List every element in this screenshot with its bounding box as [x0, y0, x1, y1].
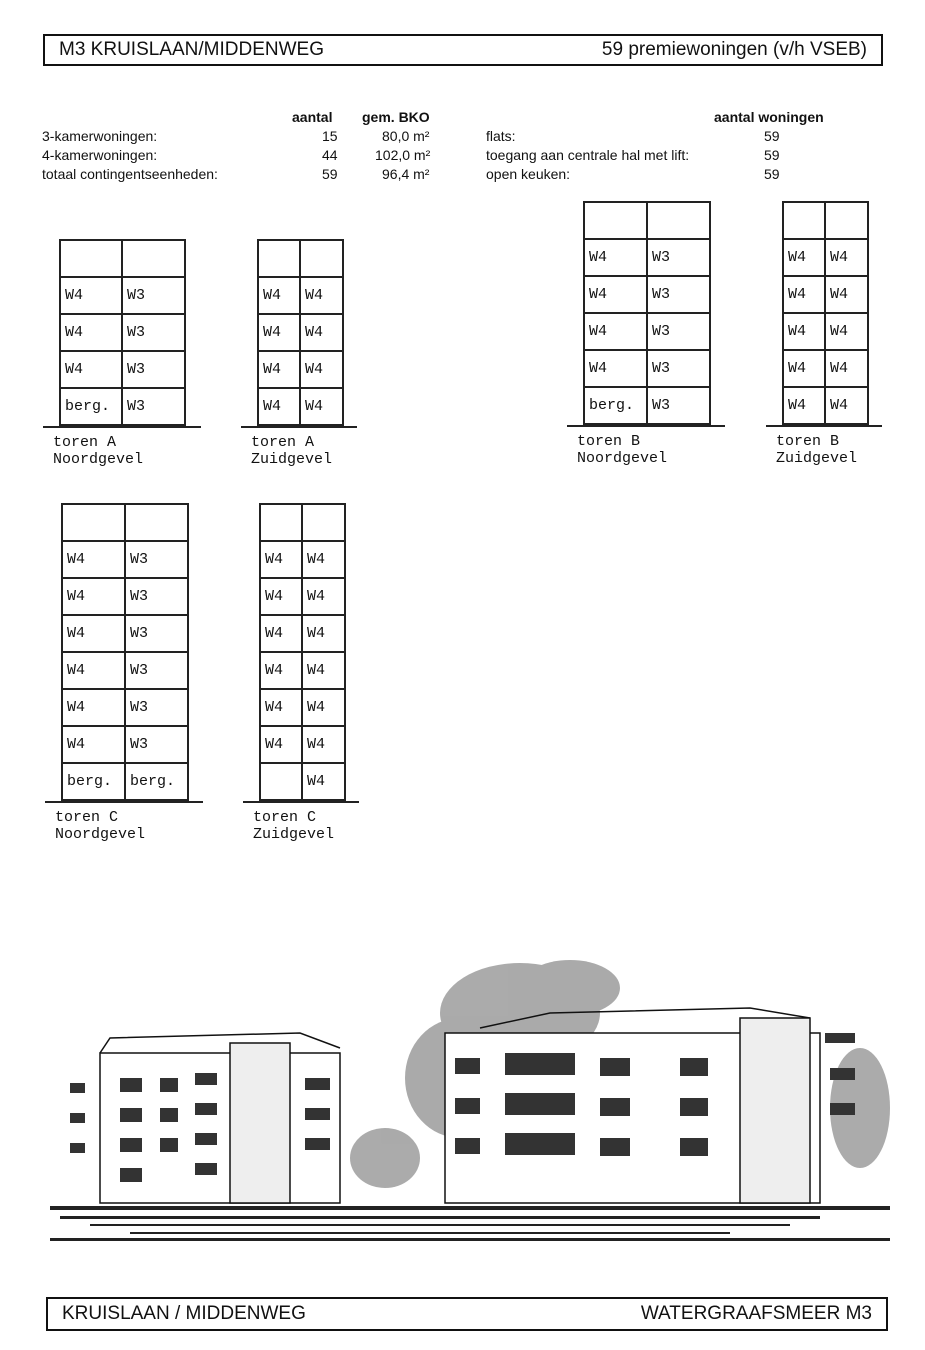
floor-row — [783, 276, 868, 313]
water-reflection — [50, 1206, 890, 1241]
row-bko: 96,4 m² — [382, 166, 430, 182]
unit-cell: W3 — [122, 314, 185, 351]
unit-cell: W3 — [125, 541, 188, 578]
unit-cell: W4 — [825, 239, 868, 276]
unit-cell: W4 — [302, 726, 345, 763]
unit-cell: W4 — [258, 388, 300, 425]
unit-cell: W4 — [783, 276, 825, 313]
ground-line — [241, 426, 357, 428]
floor-row — [62, 578, 188, 615]
floor-row — [60, 277, 185, 314]
unit-cell: W3 — [125, 652, 188, 689]
unit-cell: W4 — [62, 726, 125, 763]
tower-caption — [577, 433, 725, 467]
caption-tower: toren C — [55, 809, 119, 826]
unit-cell: W3 — [125, 689, 188, 726]
unit-cell: W4 — [302, 689, 345, 726]
row-count: 59 — [764, 166, 780, 182]
floor-row — [584, 276, 710, 313]
floor-row — [60, 240, 185, 277]
unit-cell: W4 — [825, 350, 868, 387]
tower-grid — [59, 239, 186, 426]
floor-row — [258, 277, 343, 314]
stats-row — [42, 165, 442, 184]
floor-row — [584, 313, 710, 350]
tower-grid — [259, 503, 346, 801]
unit-cell: W4 — [60, 314, 122, 351]
floor-row — [62, 763, 188, 800]
col-bko: gem. BKO — [362, 109, 430, 125]
tower-grid — [61, 503, 189, 801]
footer-district: WATERGRAAFSMEER M3 — [640, 1303, 872, 1324]
floor-row — [783, 387, 868, 424]
floor-row — [60, 388, 185, 425]
floor-row — [584, 387, 710, 424]
floor-row — [260, 541, 345, 578]
unit-cell: W4 — [584, 239, 647, 276]
unit-cell: W4 — [260, 541, 302, 578]
unit-cell: W3 — [125, 726, 188, 763]
floor-row — [258, 240, 343, 277]
tower-c-noordgevel — [55, 503, 203, 843]
stats-row — [486, 146, 846, 165]
unit-cell: W4 — [584, 350, 647, 387]
unit-cell: W3 — [647, 350, 710, 387]
unit-cell — [783, 202, 825, 239]
row-count: 59 — [322, 166, 338, 182]
unit-cell — [302, 504, 345, 541]
tower-b-noordgevel — [577, 201, 725, 467]
footer-street: KRUISLAAN / MIDDENWEG — [62, 1303, 306, 1324]
unit-cell: W4 — [260, 615, 302, 652]
tower-grid — [583, 201, 711, 425]
stats-table-right — [486, 108, 846, 184]
floor-row — [62, 615, 188, 652]
page-footer — [46, 1297, 888, 1331]
floor-row — [584, 350, 710, 387]
unit-cell: W3 — [647, 387, 710, 424]
floor-row — [584, 239, 710, 276]
header-title: M3 KRUISLAAN/MIDDENWEG — [59, 39, 324, 60]
ground-line — [43, 426, 201, 428]
caption-facade: Zuidgevel — [253, 826, 335, 843]
unit-cell: W4 — [260, 652, 302, 689]
unit-cell — [825, 202, 868, 239]
unit-cell: W4 — [62, 689, 125, 726]
unit-cell: W4 — [258, 314, 300, 351]
building-right — [445, 1008, 855, 1203]
floor-row — [584, 202, 710, 239]
unit-cell — [647, 202, 710, 239]
building-illustration — [50, 958, 890, 1243]
tower-caption — [776, 433, 882, 467]
floor-row — [258, 388, 343, 425]
unit-cell: W4 — [300, 351, 343, 388]
unit-cell: W4 — [62, 652, 125, 689]
floor-row — [258, 351, 343, 388]
unit-cell: W4 — [584, 276, 647, 313]
caption-tower: toren A — [53, 434, 117, 451]
unit-cell: W3 — [122, 351, 185, 388]
caption-tower: toren A — [251, 434, 315, 451]
unit-cell — [258, 240, 300, 277]
stats-left-header — [42, 108, 442, 127]
unit-cell: W4 — [300, 277, 343, 314]
unit-cell: W4 — [302, 541, 345, 578]
unit-cell — [60, 240, 122, 277]
tower-a-noordgevel — [53, 239, 201, 468]
tower-grid — [257, 239, 344, 426]
unit-cell: W3 — [647, 239, 710, 276]
tower-caption — [55, 809, 203, 843]
unit-cell: W4 — [783, 387, 825, 424]
floor-row — [62, 504, 188, 541]
unit-cell: W4 — [302, 578, 345, 615]
unit-cell: W3 — [122, 388, 185, 425]
unit-cell — [260, 763, 302, 800]
unit-cell — [300, 240, 343, 277]
unit-cell: W4 — [260, 689, 302, 726]
unit-cell: berg. — [62, 763, 125, 800]
floor-row — [60, 351, 185, 388]
row-label: toegang aan centrale hal met lift: — [486, 147, 690, 163]
stats-row — [486, 127, 846, 146]
floor-row — [60, 314, 185, 351]
caption-facade: Zuidgevel — [776, 450, 858, 467]
caption-tower: toren B — [776, 433, 840, 450]
stats-right-header — [486, 108, 846, 127]
header-summary: 59 premiewoningen (v/h VSEB) — [601, 39, 867, 60]
unit-cell: W3 — [647, 313, 710, 350]
row-bko: 102,0 m² — [375, 147, 431, 163]
unit-cell: berg. — [584, 387, 647, 424]
tower-caption — [251, 434, 357, 468]
page-header — [43, 34, 883, 66]
floor-row — [260, 504, 345, 541]
caption-tower: toren C — [253, 809, 317, 826]
unit-cell: W4 — [825, 387, 868, 424]
floor-row — [260, 615, 345, 652]
unit-cell — [62, 504, 125, 541]
unit-cell — [260, 504, 302, 541]
unit-cell: berg. — [125, 763, 188, 800]
row-count: 59 — [764, 128, 780, 144]
unit-cell: W3 — [125, 578, 188, 615]
tower-a-zuidgevel — [251, 239, 357, 468]
stats-row — [486, 165, 846, 184]
floor-row — [260, 578, 345, 615]
row-label: 4-kamerwoningen: — [42, 147, 158, 163]
floor-row — [783, 239, 868, 276]
caption-facade: Noordgevel — [53, 451, 144, 468]
floor-row — [260, 763, 345, 800]
stats-row — [42, 146, 442, 165]
unit-cell — [125, 504, 188, 541]
row-count: 15 — [322, 128, 338, 144]
unit-cell — [584, 202, 647, 239]
unit-cell: W3 — [122, 277, 185, 314]
unit-cell: W4 — [783, 239, 825, 276]
unit-cell: W4 — [260, 726, 302, 763]
unit-cell: W4 — [300, 314, 343, 351]
caption-facade: Noordgevel — [577, 450, 668, 467]
ground-line — [45, 801, 203, 803]
unit-cell: W4 — [584, 313, 647, 350]
floor-row — [260, 726, 345, 763]
unit-cell: W4 — [62, 578, 125, 615]
unit-cell: W4 — [302, 763, 345, 800]
caption-facade: Noordgevel — [55, 826, 146, 843]
floor-row — [62, 689, 188, 726]
floor-row — [62, 652, 188, 689]
unit-cell: W4 — [258, 351, 300, 388]
unit-cell — [122, 240, 185, 277]
row-label: open keuken: — [486, 166, 571, 182]
row-label: 3-kamerwoningen: — [42, 128, 158, 144]
col-aantal-woningen: aantal woningen — [714, 109, 824, 125]
unit-cell: W4 — [60, 351, 122, 388]
unit-cell: W3 — [125, 615, 188, 652]
row-label: totaal contingentseenheden: — [42, 166, 218, 182]
tower-grid — [782, 201, 869, 425]
floor-row — [62, 541, 188, 578]
unit-cell: W4 — [783, 350, 825, 387]
row-label: flats: — [486, 128, 516, 144]
floor-row — [260, 689, 345, 726]
ground-line — [567, 425, 725, 427]
stats-table-left — [42, 108, 442, 184]
floor-row — [62, 726, 188, 763]
floor-row — [783, 350, 868, 387]
unit-cell: W4 — [825, 313, 868, 350]
unit-cell: W4 — [62, 615, 125, 652]
unit-cell: W4 — [300, 388, 343, 425]
stats-row — [42, 127, 442, 146]
unit-cell: W4 — [60, 277, 122, 314]
row-count: 59 — [764, 147, 780, 163]
unit-cell: W4 — [825, 276, 868, 313]
unit-cell: W4 — [783, 313, 825, 350]
tower-caption — [253, 809, 359, 843]
caption-facade: Zuidgevel — [251, 451, 333, 468]
tower-c-zuidgevel — [253, 503, 359, 843]
ground-line — [766, 425, 882, 427]
unit-cell: W4 — [302, 615, 345, 652]
row-count: 44 — [322, 147, 338, 163]
unit-cell: W3 — [647, 276, 710, 313]
unit-cell: berg. — [60, 388, 122, 425]
row-bko: 80,0 m² — [382, 128, 430, 144]
caption-tower: toren B — [577, 433, 641, 450]
unit-cell: W4 — [258, 277, 300, 314]
unit-cell: W4 — [302, 652, 345, 689]
unit-cell: W4 — [62, 541, 125, 578]
floor-row — [783, 313, 868, 350]
floor-row — [258, 314, 343, 351]
unit-cell: W4 — [260, 578, 302, 615]
tower-b-zuidgevel — [776, 201, 882, 467]
floor-row — [260, 652, 345, 689]
floor-row — [783, 202, 868, 239]
tower-caption — [53, 434, 201, 468]
ground-line — [243, 801, 359, 803]
building-left — [70, 1033, 340, 1203]
col-aantal: aantal — [292, 109, 333, 125]
